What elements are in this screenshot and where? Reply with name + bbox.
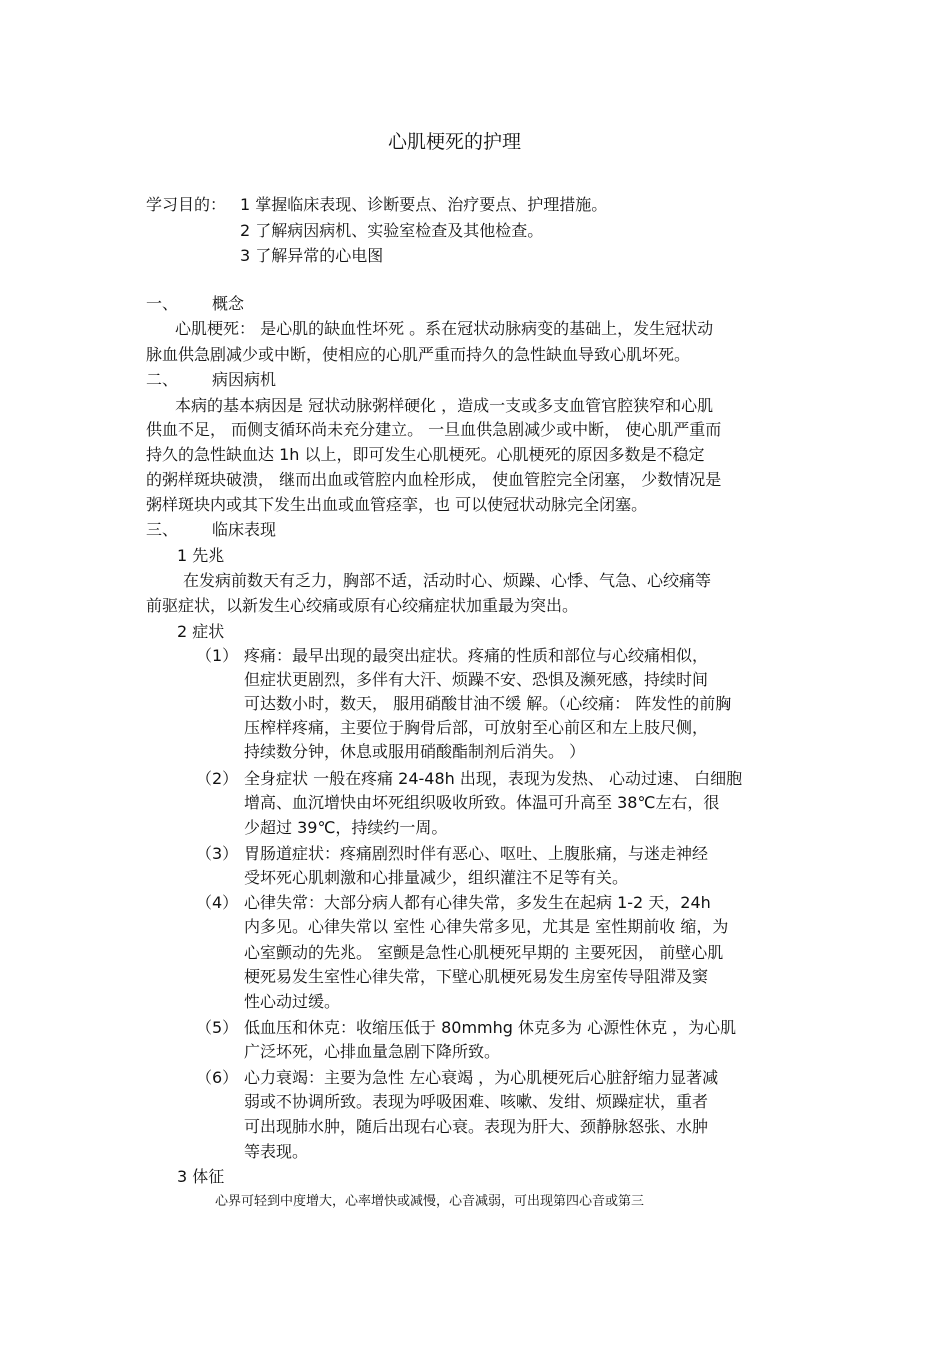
objective-item: 3 了解异常的心电图	[240, 246, 384, 265]
subsection-heading: 1 先兆	[177, 546, 225, 565]
list-line: 心力衰竭：主要为急性 左心衰竭 ，为心肌梗死后心脏舒缩力显著减	[244, 1068, 719, 1087]
list-number: （5）	[196, 1018, 239, 1037]
list-line: 持续数分钟，休息或服用硝酸酯制剂后消失。 ）	[244, 742, 586, 761]
paragraph-line: 脉血供急剧减少或中断，使相应的心肌严重而持久的急性缺血导致心肌坏死。	[146, 345, 691, 364]
paragraph-line: 在发病前数天有乏力，胸部不适，活动时心、烦躁、心悸、气急、心绞痛等	[183, 571, 712, 590]
paragraph-line: 粥样斑块内或其下发生出血或血管痉挛，也 可以使冠状动脉完全闭塞。	[146, 495, 648, 514]
objective-item: 2 了解病因病机、实验室检查及其他检查。	[240, 221, 544, 240]
list-line: 压榨样疼痛，主要位于胸骨后部，可放射至心前区和左上肢尺侧，	[244, 718, 709, 737]
section-number: 一、	[146, 294, 179, 313]
list-line: 少超过 39℃，持续约一周。	[244, 818, 448, 837]
objectives-label: 学习目的：	[146, 195, 227, 214]
paragraph-line: 供血不足， 而侧支循环尚未充分建立。 一旦血供急剧减少或中断， 使心肌严重而	[146, 420, 722, 439]
list-line: 广泛坏死，心排血量急剧下降所致。	[244, 1042, 501, 1061]
list-line: 受坏死心肌刺激和心排量减少，组织灌注不足等有关。	[244, 868, 629, 887]
list-line: 内多见。心律失常以 室性 心律失常多见，尤其是 室性期前收 缩，为	[244, 917, 729, 936]
list-number: （6）	[196, 1068, 239, 1087]
list-number: （2）	[196, 769, 239, 788]
list-line: 疼痛：最早出现的最突出症状。疼痛的性质和部位与心绞痛相似，	[244, 646, 709, 665]
list-line: 等表现。	[244, 1142, 309, 1161]
list-line: 但症状更剧烈，多伴有大汗、烦躁不安、恐惧及濒死感，持续时间	[244, 670, 709, 689]
list-number: （3）	[196, 844, 239, 863]
list-line: 胃肠道症状：疼痛剧烈时伴有恶心、呕吐、上腹胀痛，与迷走神经	[244, 844, 709, 863]
list-line: 可出现肺水肿，随后出现右心衰。表现为肝大、颈静脉怒张、水肿	[244, 1117, 709, 1136]
paragraph-line: 持久的急性缺血达 1h 以上，即可发生心肌梗死。心肌梗死的原因多数是不稳定	[146, 445, 705, 464]
list-line: 心律失常：大部分病人都有心律失常，多发生在起病 1-2 天，24h	[244, 893, 711, 912]
list-line: 低血压和休克：收缩压低于 80mmhg 休克多为 心源性休克 ，为心肌	[244, 1018, 737, 1037]
list-line: 梗死易发生室性心律失常，下壁心肌梗死易发生房室传导阻滞及窦	[244, 967, 709, 986]
section-number: 三、	[146, 520, 179, 539]
section-heading: 概念	[212, 294, 245, 313]
list-line: 心室颤动的先兆。 室颤是急性心肌梗死早期的 主要死因， 前壁心肌	[244, 943, 724, 962]
paragraph-line: 前驱症状，以新发生心绞痛或原有心绞痛症状加重最为突出。	[146, 596, 579, 615]
paragraph-line: 心肌梗死： 是心肌的缺血性坏死 。系在冠状动脉病变的基础上，发生冠状动	[175, 319, 714, 338]
list-line: 弱或不协调所致。表现为呼吸困难、咳嗽、发绀、烦躁症状，重者	[244, 1092, 709, 1111]
subsection-heading: 3 体征	[177, 1167, 225, 1186]
section-heading: 病因病机	[212, 370, 277, 389]
subsection-heading: 2 症状	[177, 622, 225, 641]
section-heading: 临床表现	[212, 520, 277, 539]
list-line: 增高、血沉增快由坏死组织吸收所致。体温可升高至 38℃左右，很	[244, 793, 720, 812]
section-number: 二、	[146, 370, 179, 389]
paragraph-line: 心界可轻到中度增大，心率增快或减慢，心音减弱，可出现第四心音或第三	[215, 1194, 645, 1209]
list-line: 性心动过缓。	[244, 992, 341, 1011]
list-number: （4）	[196, 893, 239, 912]
paragraph-line: 的粥样斑块破溃， 继而出血或管腔内血栓形成， 使血管腔完全闭塞， 少数情况是	[146, 470, 722, 489]
list-number: （1）	[196, 646, 239, 665]
page-title: 心肌梗死的护理	[388, 131, 522, 153]
paragraph-line: 本病的基本病因是 冠状动脉粥样硬化 ，造成一支或多支血管官腔狭窄和心肌	[175, 396, 714, 415]
objective-item: 1 掌握临床表现、诊断要点、治疗要点、护理措施。	[240, 195, 608, 214]
list-line: 全身症状 一般在疼痛 24-48h 出现，表现为发热、 心动过速、 白细胞	[244, 769, 743, 788]
list-line: 可达数小时，数天， 服用硝酸甘油不缓 解。（心绞痛： 阵发性的前胸	[244, 694, 732, 713]
